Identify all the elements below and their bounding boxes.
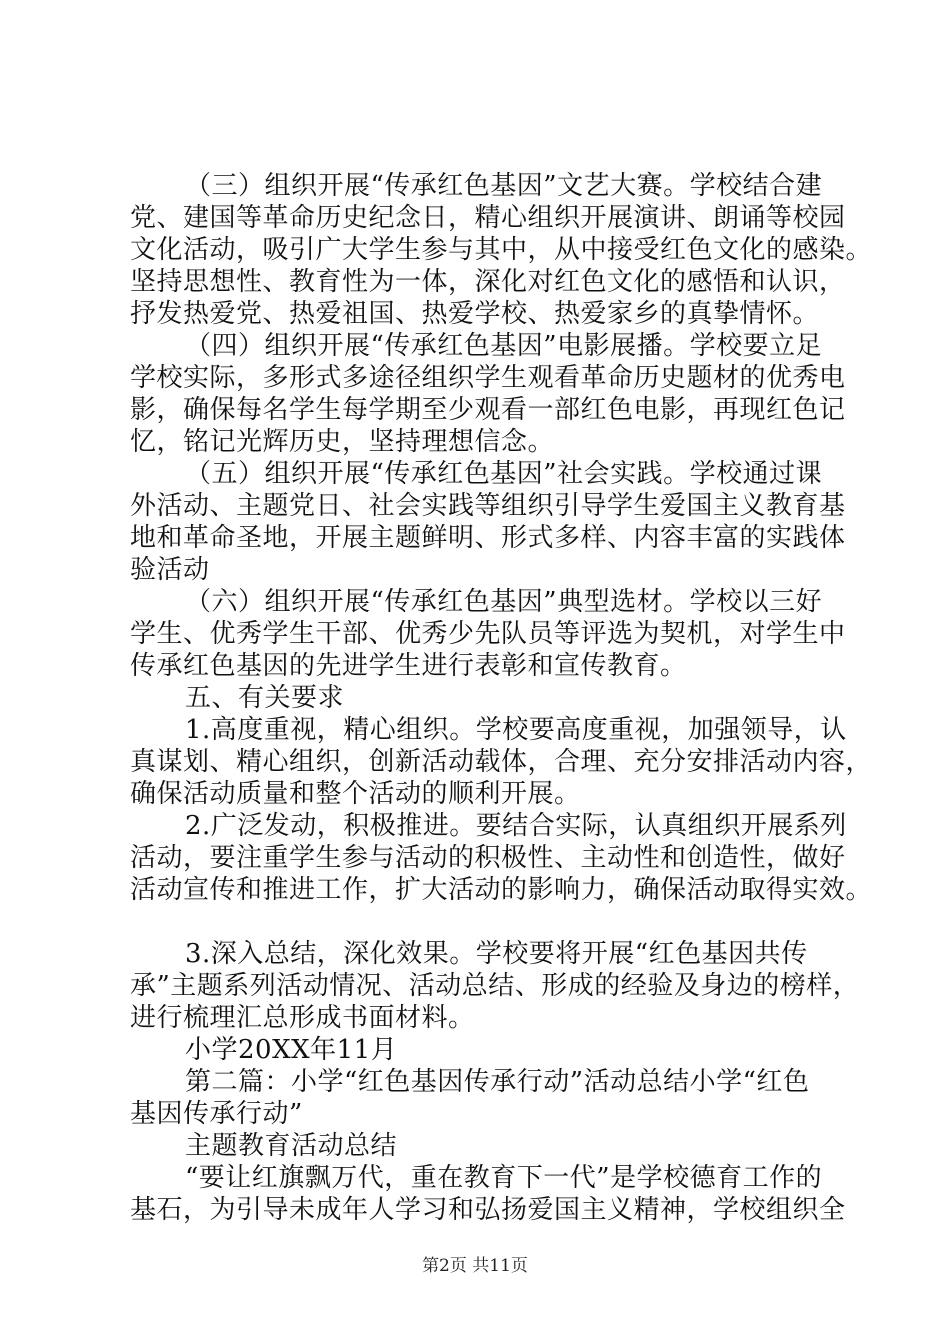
document-body: [130, 170, 873, 1226]
paragraph-line: （四）组织开展“传承红色基因”电影展播。学校要立足: [185, 331, 823, 361]
subtitle-line: 主题教育活动总结: [185, 1131, 398, 1161]
paragraph-line: “要让红旗飘万代，重在教育下一代”是学校德育工作的: [185, 1163, 823, 1193]
paragraph-line: 验活动: [130, 555, 210, 585]
section-heading: 五、有关要求: [185, 683, 345, 713]
blank-line: [130, 906, 850, 938]
paragraph-line: 外活动、主题党日、社会实践等组织引导学生爱国主义教育基: [130, 491, 846, 521]
paragraph-line: 基因传承行动”: [130, 1099, 303, 1129]
paragraph-line: 学生、优秀学生干部、优秀少先队员等评选为契机，对学生中: [130, 619, 846, 649]
paragraph-line: 坚持思想性、教育性为一体，深化对红色文化的感悟和认识，: [130, 267, 846, 297]
paragraph-line: 忆，铭记光辉历史，坚持理想信念。: [130, 427, 555, 457]
section-title: 第二篇：小学“红色基因传承行动”活动总结小学“红色: [185, 1067, 810, 1097]
paragraph-line: 活动宣传和推进工作，扩大活动的影响力，确保活动取得实效。: [130, 875, 873, 905]
paragraph-line: 基石，为引导未成年人学习和弘扬爱国主义精神，学校组织全: [130, 1195, 846, 1225]
paragraph-line: 进行梳理汇总形成书面材料。: [130, 1003, 475, 1033]
paragraph-line: 传承红色基因的先进学生进行表彰和宣传教育。: [130, 651, 687, 681]
page-number-footer: 第2页 共11页: [422, 1256, 528, 1276]
paragraph-line: 承”主题系列活动情况、活动总结、形成的经验及身边的榜样，: [130, 971, 860, 1001]
date-line: 小学20XX年11月: [185, 1035, 398, 1065]
paragraph-line: 真谋划、精心组织，创新活动载体，合理、充分安排活动内容，: [130, 747, 873, 777]
paragraph-line: 3.深入总结，深化效果。学校要将开展“红色基因共传: [185, 939, 808, 969]
paragraph-line: 1.高度重视，精心组织。学校要高度重视，加强领导，认: [185, 715, 847, 745]
paragraph-line: 党、建国等革命历史纪念日，精心组织开展演讲、朗诵等校园: [130, 203, 846, 233]
paragraph-line: 学校实际，多形式多途径组织学生观看革命历史题材的优秀电: [130, 363, 846, 393]
paragraph-line: 文化活动，吸引广大学生参与其中，从中接受红色文化的感染。: [130, 235, 873, 265]
paragraph-line: （六）组织开展“传承红色基因”典型选材。学校以三好: [185, 587, 823, 617]
paragraph-line: （五）组织开展“传承红色基因”社会实践。学校通过课: [185, 459, 823, 489]
paragraph-line: （三）组织开展“传承红色基因”文艺大赛。学校结合建: [185, 171, 823, 201]
paragraph-line: 抒发热爱党、热爱祖国、热爱学校、热爱家乡的真挚情怀。: [130, 299, 820, 329]
paragraph-line: 地和革命圣地，开展主题鲜明、形式多样、内容丰富的实践体: [130, 523, 846, 553]
paragraph-line: 2.广泛发动，积极推进。要结合实际，认真组织开展系列: [185, 811, 847, 841]
paragraph-line: 影，确保每名学生每学期至少观看一部红色电影，再现红色记: [130, 395, 846, 425]
paragraph-line: 活动，要注重学生参与活动的积极性、主动性和创造性，做好: [130, 843, 846, 873]
paragraph-line: 确保活动质量和整个活动的顺利开展。: [130, 779, 581, 809]
